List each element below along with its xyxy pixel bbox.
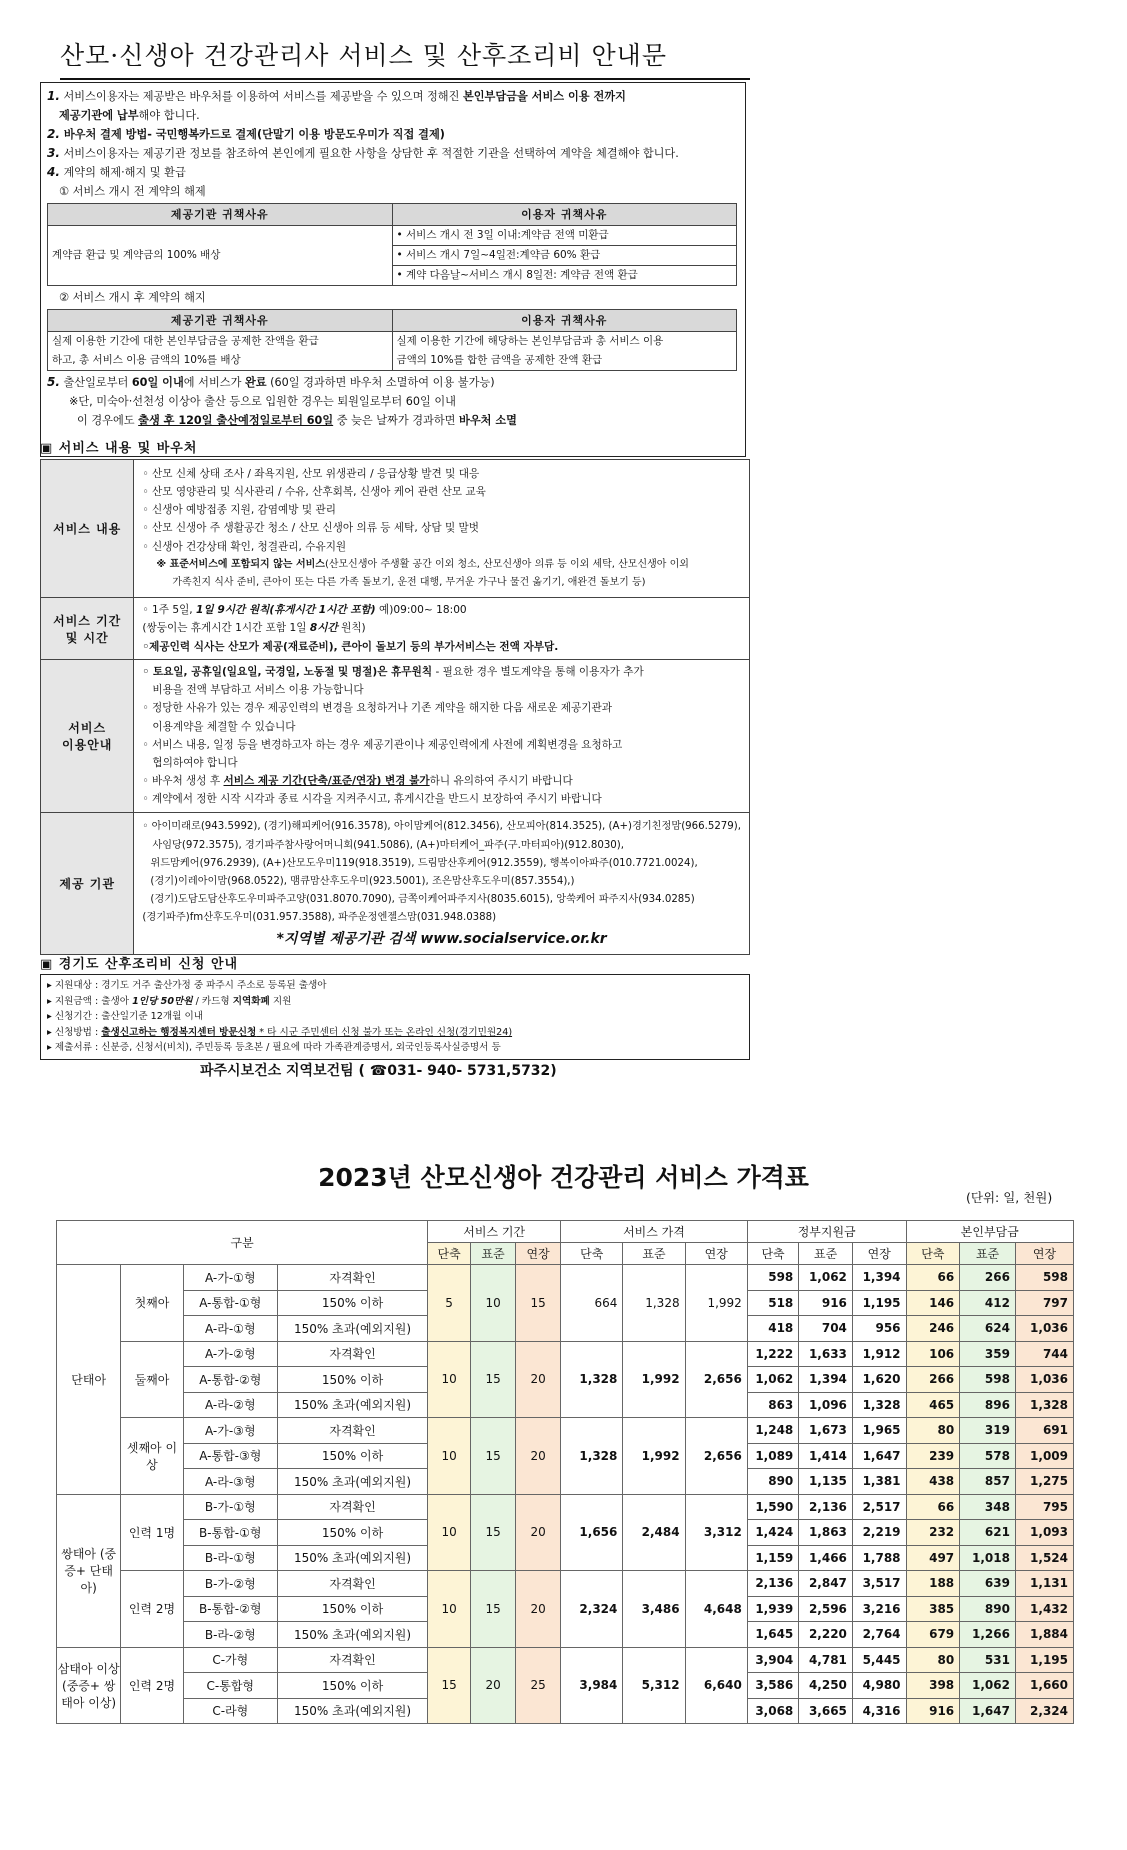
- service-time-cell: ◦ 1주 5일, 1일 9시간 원칙(휴게시간 1시간 포함) 예)09:00~ 18:00 (쌍둥이는 휴게시간 1시간 포함 1일 8시간 원칙) ◦제공인력 식사는 산모가 제공(재료준비), 큰아이 돌보기 등의 부가서비스는 전액 자부담.: [134, 598, 750, 660]
- price-cell: 6,640: [685, 1647, 747, 1724]
- gov-cell: 1,248: [747, 1418, 798, 1444]
- condition-cell: 150% 이하: [277, 1290, 427, 1316]
- service-provider-cell: ◦ 아이미래로(943.5992), (경기)해피케어(916.3578), 아이맘케어(812.3456), 산모피아(814.3525), (A+)경기친정맘(966.5279), 사임당(972.3575), 경기파주참사랑어머니회(941.5086), (A+)마터케어_파주(구.마터피아)(912.8030), 위드맘케어(976.2939), (A+)산모도우미119(918.3519), 드림맘산후케어(912.3559), 행복이아파주(010.7721.0024), (경기)이레아이맘(968.0522), 맴큐맘산후도우미(923.5001), 조은맘산후도우미(857.3554),) (경기)도담도담산후도우미파주고양(031.8070.7090), 금쪽이케어파주지사(8035.6015), 앙쑥케어 파주지사(934.0285) (경기파주)fm산후도우미(031.957.3588), 파주운정엔젤스맘(031.948.0388) *지역별 제공기관 검색 www.socialservice.or.kr: [134, 812, 750, 954]
- price-cell: 4,648: [685, 1571, 747, 1648]
- gov-cell: 1,645: [747, 1622, 798, 1648]
- self-cell: 1,275: [1015, 1469, 1073, 1495]
- gov-cell: 1,939: [747, 1596, 798, 1622]
- self-cell: 598: [960, 1367, 1016, 1393]
- head-price: 서비스 가격: [561, 1221, 748, 1243]
- service-content-label: 서비스 내용: [41, 460, 134, 598]
- gov-cell: 518: [747, 1290, 798, 1316]
- self-cell: 1,266: [960, 1622, 1016, 1648]
- gov-cell: 1,590: [747, 1494, 798, 1520]
- gov-cell: 1,394: [799, 1367, 853, 1393]
- head-gubun: 구분: [57, 1221, 428, 1265]
- condition-cell: 150% 이하: [277, 1520, 427, 1546]
- condition-cell: 150% 이하: [277, 1443, 427, 1469]
- self-cell: 578: [960, 1443, 1016, 1469]
- gov-cell: 704: [799, 1316, 853, 1342]
- type-cell: A-통합-③형: [183, 1443, 277, 1469]
- gov-cell: 4,980: [852, 1673, 906, 1699]
- type-cell: C-가형: [183, 1647, 277, 1673]
- subgroup-label: 셋째아 이상: [121, 1418, 183, 1495]
- price-row: [57, 1494, 1074, 1520]
- gov-cell: 2,136: [799, 1494, 853, 1520]
- period-cell: 20: [516, 1341, 561, 1418]
- price-unit: (단위: 일, 천원): [966, 1190, 1053, 1205]
- notice-item-4: 4. 계약의 해제·해지 및 환급: [47, 165, 186, 179]
- gov-cell: 1,673: [799, 1418, 853, 1444]
- self-cell: 319: [960, 1418, 1016, 1444]
- before-user-row-1: • 서비스 개시 전 3일 이내:계약금 전액 미환급: [392, 226, 737, 246]
- self-cell: 621: [960, 1520, 1016, 1546]
- period-cell: 10: [471, 1265, 516, 1342]
- period-cell: 5: [428, 1265, 471, 1342]
- type-cell: C-통합형: [183, 1673, 277, 1699]
- before-provider-cell: 계약금 환급 및 계약금의 100% 배상: [48, 226, 393, 286]
- type-cell: A-라-①형: [183, 1316, 277, 1342]
- self-cell: 795: [1015, 1494, 1073, 1520]
- self-cell: 1,195: [1015, 1647, 1073, 1673]
- self-cell: 412: [960, 1290, 1016, 1316]
- self-cell: 497: [906, 1545, 960, 1571]
- price-cell: 1,656: [561, 1494, 623, 1571]
- subgroup-label: 인력 2명: [121, 1647, 183, 1724]
- service-time-label: 서비스 기간 및 시간: [41, 598, 134, 660]
- self-cell: 1,062: [960, 1673, 1016, 1699]
- self-cell: 679: [906, 1622, 960, 1648]
- gov-cell: 956: [852, 1316, 906, 1342]
- notice-item-2: 2. 바우처 결제 방법- 국민행복카드로 결제(단말기 이용 방문도우미가 직접 결제): [47, 127, 445, 141]
- service-guide-label: 서비스 이용안내: [41, 660, 134, 813]
- gov-cell: 1,466: [799, 1545, 853, 1571]
- self-cell: 398: [906, 1673, 960, 1699]
- self-cell: 188: [906, 1571, 960, 1597]
- self-cell: 359: [960, 1341, 1016, 1367]
- gov-cell: 2,596: [799, 1596, 853, 1622]
- gov-cell: 1,424: [747, 1520, 798, 1546]
- condition-cell: 자격확인: [277, 1571, 427, 1597]
- price-row: [57, 1341, 1074, 1367]
- gov-cell: 2,764: [852, 1622, 906, 1648]
- gov-cell: 863: [747, 1392, 798, 1418]
- type-cell: A-라-②형: [183, 1392, 277, 1418]
- price-table: 구분 서비스 기간 서비스 가격 정부지원금 본인부담금 단축 표준 연장 단축 표준 연장 단축 표준 연장 단축 표준 연장 단태아 첫째아 A-가-①형 자격확인 5 10 15 664 1,328 1,992 598 1,062 1,394 66 266 598 A-통합-①형 150% 이하 518 916 1,195 146 412 797 A-라-①형 150% 초과(예외지원) 418 704 956 246 624 1,036 둘째아 A-가-②형 자격확인 10 15 20 1,328 1,992 2,656 1,222 1,633 1,912 106 359 744 A-통합-②형 150% 이하 1,062 1,394 1,620 266 598 1,036 A-라-②형 150% 초과(예외지원) 863 1,096 1,328 465 896 1,328 셋째아 이상 A-가-③형 자격확인 10 15 20 1,328 1,992 2,656 1,248 1,673 1,965 80 319 691 A-통합-③형 150% 이하 1,089 1,414 1,647 239 578 1,009 A-라-③형 150% 초과(예외지원) 890 1,135 1,381 438 857 1,275 쌍태아 (중증+ 단태아) 인력 1명 B-가-①형 자격확인 10 15 20 1,656 2,484 3,312 1,590 2,136 2,517 66 348 795 B-통합-①형 150% 이하 1,424 1,863 2,219 232 621 1,093 B-라-①형 150% 초과(예외지원) 1,159 1,466 1,788 497 1,018 1,524 인력 2명 B-가-②형 자격확인 10 15 20 2,324 3,486 4,648 2,136 2,847 3,517 188 639 1,131 B-통합-②형 150% 이하 1,939 2,596 3,216 385 890 1,432 B-라-②형 150% 초과(예외지원) 1,645 2,220 2,764 679 1,266 1,884 삼태아 이상 (중증+ 쌍태아 이상) 인력 2명 C-가형 자격확인 15 20 25 3,984 5,312 6,640 3,904 4,781 5,445 80 531 1,195 C-통합형 150% 이하 3,586 4,250 4,980 398 1,062 1,660 C-라형 150% 초과(예외지원) 3,068 3,665 4,316 916 1,647 2,324: [56, 1220, 1074, 1724]
- gov-cell: 1,089: [747, 1443, 798, 1469]
- notice-note-2: 이 경우에도 출생 후 120일 출산예정일로부터 60일 중 늦은 날짜가 경과하면 바우처 소멸: [77, 414, 517, 427]
- price-cell: 5,312: [623, 1647, 685, 1724]
- after-start-label: ② 서비스 개시 후 계약의 해지: [59, 291, 206, 304]
- price-cell: 2,656: [685, 1341, 747, 1418]
- self-cell: 1,660: [1015, 1673, 1073, 1699]
- period-cell: 10: [428, 1571, 471, 1648]
- gov-cell: 3,665: [799, 1698, 853, 1724]
- self-cell: 385: [906, 1596, 960, 1622]
- gov-cell: 1,414: [799, 1443, 853, 1469]
- provider-search-link[interactable]: *지역별 제공기관 검색 www.socialservice.or.kr: [276, 930, 607, 947]
- price-cell: 3,486: [623, 1571, 685, 1648]
- price-cell: 3,984: [561, 1647, 623, 1724]
- self-cell: 232: [906, 1520, 960, 1546]
- self-cell: 1,036: [1015, 1316, 1073, 1342]
- service-table: [40, 459, 750, 955]
- period-cell: 15: [471, 1571, 516, 1648]
- after-start-table: [47, 309, 737, 371]
- condition-cell: 자격확인: [277, 1494, 427, 1520]
- self-cell: 239: [906, 1443, 960, 1469]
- notice-item-3: 3. 서비스이용자는 제공기관 정보를 참조하여 본인에게 필요한 사항을 상담한 후 적절한 기관을 선택하여 계약을 체결해야 합니다.: [47, 146, 679, 160]
- price-cell: 2,324: [561, 1571, 623, 1648]
- apply-section-heading: ▣ 경기도 산후조리비 신청 안내: [40, 957, 239, 972]
- period-cell: 10: [428, 1341, 471, 1418]
- gov-cell: 890: [747, 1469, 798, 1495]
- head-period: 서비스 기간: [428, 1221, 561, 1243]
- price-row: [57, 1265, 1074, 1291]
- subgroup-label: 첫째아: [121, 1265, 183, 1342]
- gov-cell: 3,068: [747, 1698, 798, 1724]
- period-cell: 20: [516, 1418, 561, 1495]
- gov-cell: 1,222: [747, 1341, 798, 1367]
- type-cell: A-라-③형: [183, 1469, 277, 1495]
- self-cell: 80: [906, 1647, 960, 1673]
- period-cell: 10: [428, 1418, 471, 1495]
- condition-cell: 150% 초과(예외지원): [277, 1469, 427, 1495]
- self-cell: 66: [906, 1494, 960, 1520]
- type-cell: B-가-②형: [183, 1571, 277, 1597]
- self-cell: 80: [906, 1418, 960, 1444]
- gov-cell: 1,195: [852, 1290, 906, 1316]
- group-label: 삼태아 이상 (중증+ 쌍태아 이상): [57, 1647, 121, 1724]
- self-cell: 916: [906, 1698, 960, 1724]
- group-label: 쌍태아 (중증+ 단태아): [57, 1494, 121, 1647]
- price-cell: 2,656: [685, 1418, 747, 1495]
- type-cell: A-통합-①형: [183, 1290, 277, 1316]
- period-cell: 15: [471, 1341, 516, 1418]
- price-table-title: 2023년 산모신생아 건강관리 서비스 가격표: [318, 1163, 809, 1192]
- head-gov: 정부지원금: [747, 1221, 906, 1243]
- gov-cell: 1,062: [799, 1265, 853, 1291]
- gov-cell: 2,847: [799, 1571, 853, 1597]
- self-cell: 896: [960, 1392, 1016, 1418]
- price-cell: 2,484: [623, 1494, 685, 1571]
- notice-box: [40, 82, 746, 457]
- self-cell: 246: [906, 1316, 960, 1342]
- self-cell: 624: [960, 1316, 1016, 1342]
- condition-cell: 150% 초과(예외지원): [277, 1545, 427, 1571]
- gov-cell: 4,781: [799, 1647, 853, 1673]
- gov-cell: 4,316: [852, 1698, 906, 1724]
- period-cell: 15: [428, 1647, 471, 1724]
- price-cell: 1,328: [561, 1418, 623, 1495]
- before-start-label: ① 서비스 개시 전 계약의 해제: [59, 185, 206, 198]
- price-cell: 1,992: [623, 1418, 685, 1495]
- self-cell: 890: [960, 1596, 1016, 1622]
- head-self: 본인부담금: [906, 1221, 1073, 1243]
- condition-cell: 150% 초과(예외지원): [277, 1316, 427, 1342]
- price-row: [57, 1571, 1074, 1597]
- subgroup-label: 둘째아: [121, 1341, 183, 1418]
- gov-cell: 916: [799, 1290, 853, 1316]
- period-cell: 15: [471, 1494, 516, 1571]
- gov-cell: 1,381: [852, 1469, 906, 1495]
- self-cell: 1,131: [1015, 1571, 1073, 1597]
- gov-cell: 1,394: [852, 1265, 906, 1291]
- apply-box: ▸ 지원대상 : 경기도 거주 출산가정 중 파주시 주소로 등록된 출생아 ▸ 지원금액 : 출생아 1인당 50만원 / 카드형 지역화폐 지원 ▸ 신청기간 : 출산일기준 12개월 이내 ▸ 신청방법 : 출생신고하는 행정복지센터 방문신청 * 타 시군 주민센터 신청 불가 또는 온라인 신청(경기민원24) ▸ 제출서류 : 신분증, 신청서(비치), 주민등록 등초본 / 필요에 따라 가족관계증명서, 외국인등록사실증명서 등: [40, 974, 750, 1060]
- gov-cell: 1,159: [747, 1545, 798, 1571]
- type-cell: A-가-①형: [183, 1265, 277, 1291]
- type-cell: A-통합-②형: [183, 1367, 277, 1393]
- self-cell: 1,524: [1015, 1545, 1073, 1571]
- type-cell: B-라-②형: [183, 1622, 277, 1648]
- self-cell: 598: [1015, 1265, 1073, 1291]
- self-cell: 106: [906, 1341, 960, 1367]
- self-cell: 438: [906, 1469, 960, 1495]
- notice-note-1: ※단, 미숙아·선천성 이상아 출산 등으로 입원한 경우는 퇴원일로부터 60일 이내: [69, 395, 456, 408]
- period-cell: 20: [516, 1494, 561, 1571]
- gov-cell: 1,328: [852, 1392, 906, 1418]
- self-cell: 744: [1015, 1341, 1073, 1367]
- self-cell: 1,036: [1015, 1367, 1073, 1393]
- type-cell: B-가-①형: [183, 1494, 277, 1520]
- service-content-cell: ◦ 산모 신체 상태 조사 / 좌욕지원, 산모 위생관리 / 응급상황 발견 및 대응 ◦ 산모 영양관리 및 식사관리 / 수유, 산후회복, 신생아 케어 관련 산모 교육 ◦ 신생아 예방접종 지원, 감염예방 및 관리 ◦ 산모 신생아 주 생활공간 청소 / 산모 신생아 의류 등 세탁, 상담 및 말벗 ◦ 신생아 건강상태 확인, 청결관리, 수유지원 ※ 표준서비스에 포함되지 않는 서비스(산모신생아 주생활 공간 이외 청소, 산모신생아 의류 등 이외 세탁, 산모신생아 이외 가족친지 식사 준비, 큰아이 또는 다른 가족 돌보기, 운전 대행, 무거운 가구나 물건 옮기기, 애완견 돌보기 등): [134, 460, 750, 598]
- gov-cell: 1,863: [799, 1520, 853, 1546]
- self-cell: 2,324: [1015, 1698, 1073, 1724]
- self-cell: 1,884: [1015, 1622, 1073, 1648]
- gov-cell: 3,586: [747, 1673, 798, 1699]
- type-cell: B-통합-②형: [183, 1596, 277, 1622]
- period-cell: 15: [516, 1265, 561, 1342]
- type-cell: B-통합-①형: [183, 1520, 277, 1546]
- self-cell: 797: [1015, 1290, 1073, 1316]
- gov-cell: 3,904: [747, 1647, 798, 1673]
- before-head-provider: 제공기관 귀책사유: [48, 204, 393, 226]
- self-cell: 465: [906, 1392, 960, 1418]
- type-cell: B-라-①형: [183, 1545, 277, 1571]
- before-user-row-3: • 계약 다음날~서비스 개시 8일전: 계약금 전액 환급: [392, 266, 737, 286]
- gov-cell: 598: [747, 1265, 798, 1291]
- self-cell: 857: [960, 1469, 1016, 1495]
- self-cell: 531: [960, 1647, 1016, 1673]
- before-user-row-2: • 서비스 개시 7일~4일전:계약금 60% 환급: [392, 246, 737, 266]
- gov-cell: 5,445: [852, 1647, 906, 1673]
- period-cell: 25: [516, 1647, 561, 1724]
- price-cell: 1,328: [623, 1265, 685, 1342]
- type-cell: A-가-③형: [183, 1418, 277, 1444]
- service-guide-cell: ◦ 토요일, 공휴일(일요일, 국경일, 노동절 및 명절)은 휴무원칙 - 필요한 경우 별도계약을 통해 이용자가 추가 비용을 전액 부담하고 서비스 이용 가능합니다 ◦ 정당한 사유가 있는 경우 제공인력의 변경을 요청하거나 기존 계약을 해지한 다음 새로운 제공기관과 이용계약을 체결할 수 있습니다 ◦ 서비스 내용, 일정 등을 변경하고자 하는 경우 제공기관이나 제공인력에게 사전에 계획변경을 요청하고 협의하여야 합니다 ◦ 바우처 생성 후 서비스 제공 기간(단축/표준/연장) 변경 불가하니 유의하여 주시기 바랍니다 ◦ 계약에서 정한 시작 시각과 종료 시각을 지켜주시고, 휴게시간을 반드시 보장하여 주시기 바랍니다: [134, 660, 750, 813]
- self-cell: 266: [960, 1265, 1016, 1291]
- gov-cell: 418: [747, 1316, 798, 1342]
- condition-cell: 150% 초과(예외지원): [277, 1392, 427, 1418]
- price-cell: 1,328: [561, 1341, 623, 1418]
- gov-cell: 1,647: [852, 1443, 906, 1469]
- before-head-user: 이용자 귀책사유: [392, 204, 737, 226]
- gov-cell: 3,517: [852, 1571, 906, 1597]
- gov-cell: 1,912: [852, 1341, 906, 1367]
- self-cell: 1,647: [960, 1698, 1016, 1724]
- self-cell: 691: [1015, 1418, 1073, 1444]
- price-cell: 3,312: [685, 1494, 747, 1571]
- after-user-cell: 실제 이용한 기간에 해당하는 본인부담금과 총 서비스 이용 금액의 10%를 합한 금액을 공제한 잔액 환급: [392, 332, 737, 371]
- price-cell: 1,992: [685, 1265, 747, 1342]
- before-start-table: [47, 203, 737, 286]
- notice-item-1: 1. 서비스이용자는 제공받은 바우처를 이용하여 서비스를 제공받을 수 있으며 정해진 본인부담금을 서비스 이용 전까지: [47, 89, 626, 103]
- subgroup-label: 인력 2명: [121, 1571, 183, 1648]
- period-cell: 20: [471, 1647, 516, 1724]
- condition-cell: 자격확인: [277, 1341, 427, 1367]
- service-section-heading: ▣ 서비스 내용 및 바우처: [40, 441, 198, 456]
- after-head-user: 이용자 귀책사유: [392, 310, 737, 332]
- self-cell: 1,432: [1015, 1596, 1073, 1622]
- type-cell: A-가-②형: [183, 1341, 277, 1367]
- period-cell: 10: [428, 1494, 471, 1571]
- condition-cell: 150% 이하: [277, 1673, 427, 1699]
- gov-cell: 1,620: [852, 1367, 906, 1393]
- gov-cell: 1,096: [799, 1392, 853, 1418]
- self-cell: 639: [960, 1571, 1016, 1597]
- condition-cell: 150% 초과(예외지원): [277, 1698, 427, 1724]
- gov-cell: 2,136: [747, 1571, 798, 1597]
- gov-cell: 1,788: [852, 1545, 906, 1571]
- condition-cell: 150% 이하: [277, 1367, 427, 1393]
- service-provider-label: 제공 기관: [41, 812, 134, 954]
- gov-cell: 2,220: [799, 1622, 853, 1648]
- condition-cell: 150% 초과(예외지원): [277, 1622, 427, 1648]
- self-cell: 146: [906, 1290, 960, 1316]
- condition-cell: 150% 이하: [277, 1596, 427, 1622]
- gov-cell: 1,633: [799, 1341, 853, 1367]
- price-cell: 1,992: [623, 1341, 685, 1418]
- self-cell: 1,328: [1015, 1392, 1073, 1418]
- price-row: [57, 1418, 1074, 1444]
- self-cell: 266: [906, 1367, 960, 1393]
- condition-cell: 자격확인: [277, 1265, 427, 1291]
- price-cell: 664: [561, 1265, 623, 1342]
- gov-cell: 1,135: [799, 1469, 853, 1495]
- after-provider-cell: 실제 이용한 기간에 대한 본인부담금을 공제한 잔액을 환급 하고, 총 서비스 이용 금액의 10%를 배상: [48, 332, 393, 371]
- self-cell: 1,018: [960, 1545, 1016, 1571]
- notice-item-5: 5. 출산일로부터 60일 이내에 서비스가 완료 (60일 경과하면 바우처 소멸하여 이용 불가능): [47, 375, 495, 389]
- period-cell: 15: [471, 1418, 516, 1495]
- self-cell: 1,009: [1015, 1443, 1073, 1469]
- price-row: [57, 1647, 1074, 1673]
- gov-cell: 3,216: [852, 1596, 906, 1622]
- gov-cell: 2,517: [852, 1494, 906, 1520]
- period-cell: 20: [516, 1571, 561, 1648]
- self-cell: 66: [906, 1265, 960, 1291]
- gov-cell: 4,250: [799, 1673, 853, 1699]
- contact-info: 파주시보건소 지역보건팀 ( ☎031- 940- 5731,5732): [200, 1063, 557, 1079]
- type-cell: C-라형: [183, 1698, 277, 1724]
- page-title: 산모·신생아 건강관리사 서비스 및 산후조리비 안내문: [60, 36, 750, 80]
- gov-cell: 1,062: [747, 1367, 798, 1393]
- after-head-provider: 제공기관 귀책사유: [48, 310, 393, 332]
- self-cell: 348: [960, 1494, 1016, 1520]
- notice-item-1-cont: 제공기관에 납부해야 합니다.: [59, 109, 200, 122]
- gov-cell: 1,965: [852, 1418, 906, 1444]
- gov-cell: 2,219: [852, 1520, 906, 1546]
- group-label: 단태아: [57, 1265, 121, 1495]
- subgroup-label: 인력 1명: [121, 1494, 183, 1571]
- condition-cell: 자격확인: [277, 1418, 427, 1444]
- condition-cell: 자격확인: [277, 1647, 427, 1673]
- self-cell: 1,093: [1015, 1520, 1073, 1546]
